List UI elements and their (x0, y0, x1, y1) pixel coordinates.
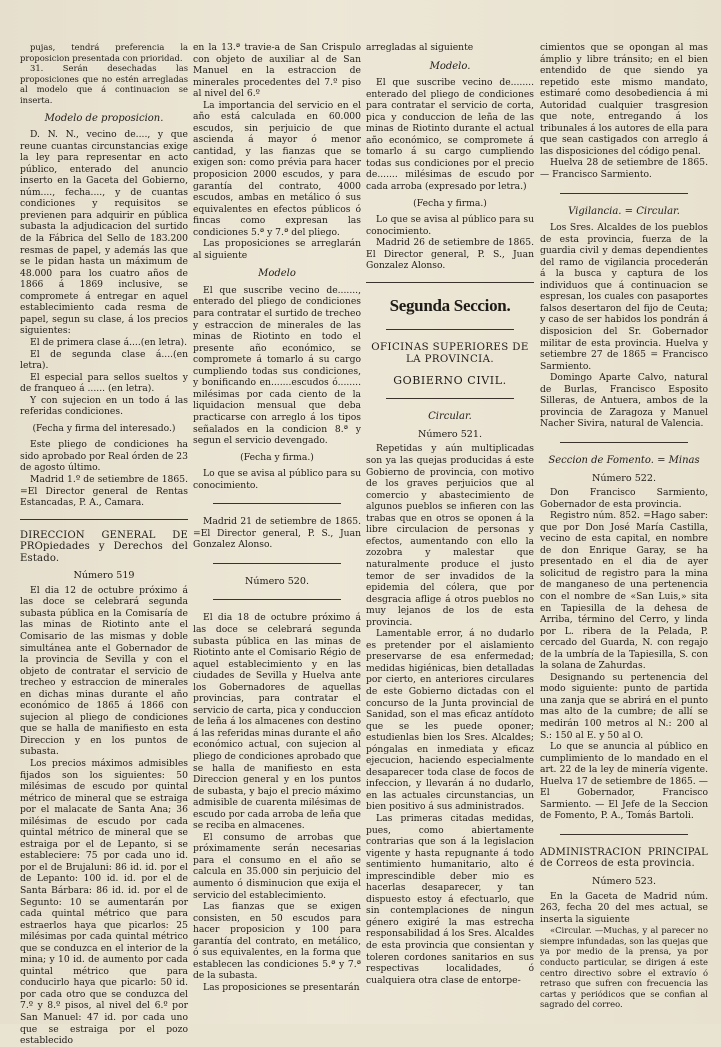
paragraph: Las fianzas que se exigen consisten, en 50 escudos para hacer proposicion y 100 para garantía del contrato, en metálico, ó sus equivalentes, en la forma que establecen las condiciones 5.ª y 7.ª de la subasta. (193, 901, 361, 982)
paragraph: Domingo Aparte Calvo, natural de Burlas, Francisco Esposito Silleras, de Antuera, ambos de la provincia de Zaragoza y Manuel Nacher Sivira, natural de Valencia. (540, 372, 708, 430)
column-1 (20, 42, 188, 1047)
sign-note: (Fecha y firma.) (240, 451, 314, 463)
price-line: El de segunda clase á....(en letra). (20, 348, 188, 372)
price-line: El de primera clase á....(en letra). (30, 336, 188, 348)
paragraph: Las proposiciones se presentarán (203, 981, 360, 993)
paragraph: cimientos que se opongan al mas ámplio y libre tránsito; en el bien entendido de que siendo ya repetido este mismo mandato, estimaré como desobediencia á mi Autoridad cualquier trasgresion que note, entregando á los tribunales á los autores de ella para que sean castigados con arreglo á las disposiciones del código penal. (540, 42, 708, 157)
paragraph: Este pliego de condiciones ha sido aprobado por Real órden de 23 de agosto último. (20, 439, 188, 474)
paragraph: Las proposiciones se arreglarán al siguiente (193, 238, 361, 261)
divider (560, 442, 688, 443)
paragraph: El dia 12 de octubre próximo á las doce se celebrará segunda subasta pública en la Comisaría de las minas de Riotinto ante el Comisario de las mismas y doble simultánea ante el Gobernador de la provincia de Sevilla y con el objeto de contratar el servicio de trecheo y estraccion de minerales en dichas minas durante el año económico de 1865 á 1866 con sujecion al pliego de condiciones que se halla de manifiesto en esta Direccion y en los puntos de subasta. (20, 584, 188, 758)
paragraph: arregladas al siguiente (366, 42, 474, 53)
signature: Madrid 21 de setiembre de 1865. =El Director general, P. S., Juan Gonzalez Alonso. (193, 516, 361, 551)
divider (213, 503, 341, 504)
paragraph: D. N. N., vecino de...., y que reune cuantas circunstancias exige la ley para representar en acto público, enterado del anuncio inserto en la Gaceta del Gobierno, núm...., fecha...., y de cuantas condiciones y requisitos se previenen para adquirir en pública subasta la adjudicacion del surtido de la Fábrica del Sello de 183.200 resmas de papel, y además las que se le pidan hasta un máximum de 48.000 para los cuatro años de 1866 á 1869 inclusive, se compromete á entregar en aquel establecimiento cada resma de papel, segun su clase, á los precios siguientes: (20, 129, 188, 337)
divider (20, 519, 188, 520)
paragraph: El que suscribe vecino de......., enterado del pliego de condiciones para contratar el surtido de trecheo y estraccion de minerales de las minas de Riotinto en todo el presente año económico, se compromete á tomarlo á su cargo cumpliendo todas sus condiciones, y bonificando en.......escudos ó........ milésimas por cada ciento de la liquidacion mensual que deba practicarse con arreglo á los tipos señalados en la condicion 8.ª y segun el servicio devengado. (193, 284, 361, 447)
paragraph: El dia 18 de octubre próximo á las doce se celebrará segunda subasta pública en las minas de Riotinto ante el Comisario Régio de aquel establecimiento y en las ciudades de Sevilla y Huelva ante los Gobernadores de aquellas provincias, para contratar el servicio de carta, pica y conduccion de leña á los almacenes con destino á las referidas minas durante el año económico actual, con sujecion al pliego de condiciones aprobado que se halla de manifiesto en esta Direccion general y en los puntos de subasta, y bajo el precio máximo admisible de cuarenta milésimas de escudo por cada arroba de leña que se reciba en almacenes. (193, 612, 361, 832)
subsection-title: GOBIERNO CIVIL. (393, 373, 507, 387)
sign-note: (Fecha y firma.) (413, 197, 487, 209)
sign-note: (Fecha y firma del interesado.) (32, 422, 176, 434)
paragraph: Repetidas y aún multiplicadas son ya las quejas producidas á este Gobierno de provincia, con motivo de los graves perjuicios que al comercio y abastecimiento de algunos pueblos se infieren con las trabas que en otros se oponen á la libre circulacion de personas y efectos, aumentando con ello la zozobra y malestar que naturalmente produce el justo temor de ser invadidos de la epidemia del cólera, que por desgracia aflige á otros pueblos no muy lejanos de los de esta provincia. (366, 443, 534, 628)
circular-title: Vigilancia. = Circular. (568, 205, 680, 217)
divider (560, 834, 688, 835)
section-subtitle: Seccion de Fomento. = Minas (548, 454, 700, 466)
model-title: Modelo. (429, 60, 471, 72)
notice-number: Número 521. (417, 428, 483, 440)
signature: Madrid 1.º de setiembre de 1865. =El Director general de Rentas Estancadas, P. A., Camara. (20, 473, 188, 509)
paragraph: El consumo de arrobas que próximamente serán necesarias para el consumo en el año se calcula en 35.000 sin perjuicio del aumento ó disminucion que exija el servicio del establecimiento. (193, 831, 361, 901)
model-title: Modelo (258, 268, 296, 280)
section-heading: ADMINISTRACION PRINCIPAL de Correos de esta provincia. (540, 846, 708, 870)
divider (366, 282, 534, 283)
paragraph: en la 13.ª travie-a de San Crispulo con objeto de auxiliar al de San Manuel en la estraccion de minerales procedentes del 7.º piso al nivel del 6.º (193, 42, 361, 100)
signature: Madrid 26 de setiembre de 1865. El Director general, P. S., Juan Gonzalez Alonso. (366, 237, 534, 272)
paragraph: Lo que se anuncia al público en cumplimiento de lo mandado en el art. 22 de la ley de minería vigente. Huelva 17 de setiembre de 1865. — El Gobernador, Francisco Sarmiento. — El Jefe de la Seccion de Fomento, P. A., Tomás Bartoli. (540, 741, 708, 822)
notice-number: Número 520. (244, 575, 310, 587)
price-line: El especial para sellos sueltos y de franqueo á ...... (en letra). (20, 371, 188, 395)
paragraph: Los precios máximos admisibles fijados son los siguientes: 50 milésimas de escudo por quintal métrico de mineral que se estraiga por el malacate de Santa Ana; 36 milésimas de escudo por cada quintal métrico de mineral que se estraiga por el de Lepanto, si se estableciere: 75 por cada uno id. por el de Brujaluni: 86 id. id. por el de Lepanto: 100 id. id. por el de Santa Bárbara: 86 id. id. por el de Segunto: 10 se aumentarán por cada quintal métrico que para estraerlos haya que picarlos: 25 milésimas por cada quintal métrico que se conduzca en el interior de la mina; y 10 id. de aumento por cada quintal métrico que para conducirlo haya que picarlo: 50 id. por cada otro que se conduzca del 7.º y 8.º pisos, al nivel del 6.º por San Manuel: 47 id. por cada uno que se estraiga por el pozo establecido (20, 758, 188, 1047)
paragraph: Las primeras citadas medidas, pues, como abiertamente contrarias que son á la legislacion vigente y hasta repugnante á todo sentimiento humanitario, alto é imprescindible deber mio es hacerlas desaparecer, y tan dispuesto estoy á efectuarlo, que sin contemplaciones de ningun género exigiré la mas estrecha responsabilidad á los Sres. Alcaldes de esta provincia que consientan y toleren cordones sanitarios en sus respectivas localidades, ó cualquiera otra clase de entorpe- (366, 812, 534, 986)
divider (386, 398, 514, 399)
circular-title: Circular. (428, 411, 472, 423)
notice-number: Número 519 (73, 570, 135, 582)
paragraph: Registro núm. 852. =Hago saber: que por Don José María Castilla, vecino de esta capital, en nombre de don Enrique Garay, se ha presentado en el dia de ayer solicitud de registro para la mina de manganeso de una pertenencia con el nombre de «San Luis,» sita en Tapiesilla de la dehesa de Arriba, término del Cerro, y linda por L. ribera de la Pelada, P. cercado del Guarda, N. con regajo de la umbría de la Tapiesilla, S. con la solana de Zahurdas. (540, 510, 708, 672)
paragraph: Lo que se avisa al público para su conocimiento. (366, 214, 534, 237)
subsection-title: OFICINAS SUPERIORES DE LA PROVINCIA. (371, 341, 529, 366)
paragraph: Don Francisco Sarmiento, Gobernador de esta provincia. (540, 487, 708, 510)
paragraph: 31. Serán desechadas las proposiciones que no estén arregladas al modelo que á continuacion se inserta. (20, 63, 188, 105)
paragraph: La importancia del servicio en el año está calculada en 60.000 escudos, sin perjuicio de que ascienda á mayor ó menor cantidad, y las fianzas que se exigen son: como prévia para hacer proposicion 2000 escudos, y para garantía del contrato, 4000 escudos, ambas en metálico ó sus equivalentes en efectos públicos ó fincas como expresan las condiciones 5.ª y 7.ª del pliego. (193, 99, 361, 238)
paragraph: El que suscribe vecino de........ enterado del pliego de condiciones para contratar el servicio de corta, pica y conduccion de leña de las minas de Riotinto durante el actual año económico, se compromete á tomarlo á su cargo cumpliendo todas sus condiciones por el precio de....... milésimas de escudo por cada arroba (expresado por letra.) (366, 77, 534, 193)
paragraph: Y con sujecion en un todo á las referidas condiciones. (20, 394, 188, 418)
signature: Huelva 28 de setiembre de 1865. — Francisco Sarmiento. (540, 157, 708, 181)
divider (213, 563, 341, 564)
section-heading: DIRECCION GENERAL DE PROpiedades y Derechos del Estado. (20, 529, 188, 564)
column-4 (540, 42, 708, 1018)
paragraph: pujas, tendrá preferencia la proposicion presentada con prioridad. (20, 42, 188, 63)
notice-number: Número 523. (591, 876, 657, 887)
column-3 (366, 42, 534, 1018)
paragraph: Los Sres. Alcaldes de los pueblos de esta provincia, fuerza de la guardia civil y demas dependientes del ramo de vigilancia procederán á la busca y captura de los individuos que á continuacion se espresan, los cuales con pasaportes falsos desertaron del fijo de Ceuta; y caso de ser habidos los pondrán á disposicion del Sr. Gobernador militar de esta provincia. Huelva y setiembre 27 de 1865 = Francisco Sarmiento. (540, 222, 708, 372)
divider (213, 599, 341, 600)
notice-number: Número 522. (591, 472, 657, 484)
column-2 (193, 42, 361, 1018)
paragraph: En la Gaceta de Madrid núm. 263, fecha 20 del mes actual, se inserta la siguiente (540, 890, 708, 925)
divider (386, 329, 514, 330)
paragraph: «Circular. —Muchas, y al parecer no siempre infundadas, son las quejas que ya por medio de la prensa, ya por conducto particular, se dirigen á este centro directivo sobre el extravío ó retraso que sufren con frecuencia las cartas y periódicos que se confian al sagrado del correo. (540, 925, 708, 1010)
paragraph: Designando su pertenencia del modo siguiente: punto de partida una zanja que se abrirá en el punto mas alto de la cumbre; de allí se medirán 100 metros al N.: 200 al S.: 150 al E. y 50 al O. (540, 671, 708, 741)
section-title: Segunda Seccion. (389, 295, 511, 315)
model-title: Modelo de proposicion. (44, 112, 164, 124)
paragraph: Lamentable error, á no dudarlo es pretender por el aislamiento preservarse de esa enfermedad; medidas higiénicas, bien detalladas por cierto, en anteriores circulares de este Gobierno dictadas con el concurso de la Junta provincial de Sanidad, son el mas eficaz antídoto que se les puede oponer; estudienlas bien los Sres. Alcaldes; póngalas en inmediata y eficaz ejecucion, haciendo especialmente desaparecer toda clase de focos de infeccion, y llevarán á no dudarlo, en las actuales circunstancias, un bien positivo á sus administrados. (366, 628, 534, 813)
divider (560, 193, 688, 194)
paragraph: Lo que se avisa al público para su conocimiento. (193, 468, 361, 491)
